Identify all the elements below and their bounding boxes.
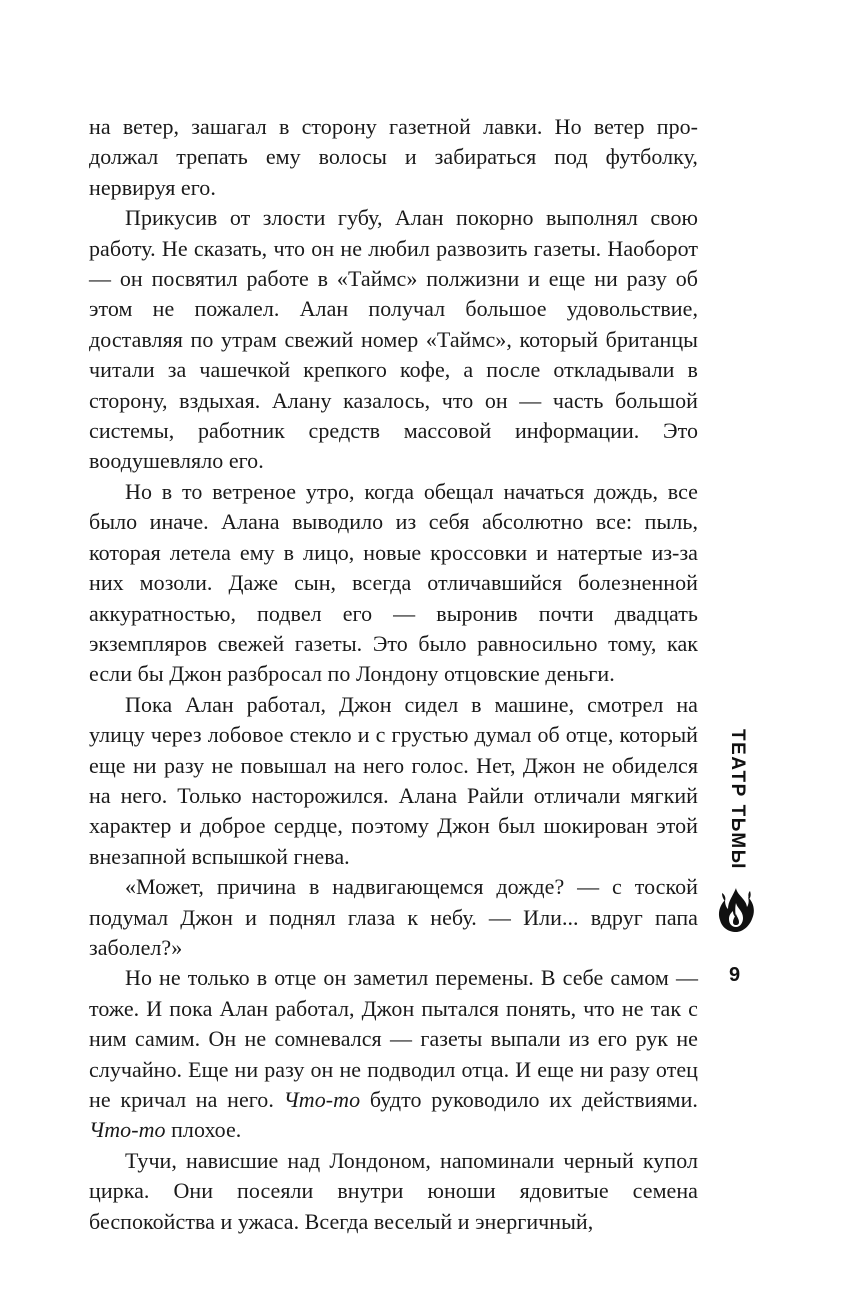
- italic-phrase-2: Что-то: [89, 1117, 166, 1143]
- flame-icon: [716, 887, 756, 933]
- paragraph-6-text-end: плохое.: [165, 1117, 242, 1143]
- paragraph-6-text-mid: будто руководило их действиями.: [360, 1087, 698, 1112]
- paragraph-7: Тучи, нависшие над Лондоном, напоминали черный купол цирка. Они посеяли внутри юноши ядовитые семена беспокойства и ужаса. Всегда веселый и энергичный,: [89, 1147, 698, 1234]
- italic-phrase-1: Что-то: [283, 1087, 361, 1112]
- paragraph-2: Прикусив от злости губу, Алан покорно выполнял свою работу. Не сказать, что он не любил развозить газеты. Наоборот — он посвятил работе в «Таймс» полжизни и еще ни разу об этом не пожалел. Алан получал большое удовольствие, доставляя по утрам свежий номер «Таймс», который британцы читали за чашечкой крепкого кофе, а после откладывали в сторону, вздыхая. Алану казалось, что он — часть большой системы, работник средств массовой информации. Это воодушевляло его.: [89, 205, 698, 474]
- paragraph-6-text: Но не только в отце он заметил перемены. В себе самом — тоже. И пока Алан работал, Джон пытался понять, что не так с ним самим. Он не сомневался — газеты выпали из его рук не случайно. Еще ни разу он не подводил отца. И еще ни разу отец не кричал на него.: [89, 965, 698, 1112]
- paragraph-6: [89, 963, 698, 1145]
- paragraph-3: Но в то ветреное утро, когда обещал начаться дождь, все было иначе. Алана выводило из себя абсолютно все: пыль, которая летела ему в лицо, новые кроссовки и натертые из-за них мозоли. Даже сын, всегда отличавшийся болезненной аккуратностью, подвел его — выронив почти двадцать экземпляров свежей газеты. Это было равносильно тому, как если бы Джон разбросал по Лондону отцовские деньги.: [89, 478, 698, 687]
- paragraph-5: «Может, причина в надвигающемся дожде? — с тоской подумал Джон и поднял глаза к небу. — Или... вдруг папа заболел?»: [89, 874, 698, 960]
- paragraph-4: Пока Алан работал, Джон сидел в машине, смотрел на улицу через лобовое стекло и с грустью думал об отце, который еще ни разу не повышал на него голос. Нет, Джон не обиделся на него. Только насторожился. Алана Райли отличали мягкий характер и доброе сердце, поэтому Джон был шокирован этой внезапной вспышкой гнева.: [89, 691, 698, 869]
- page-number: 9: [729, 964, 741, 986]
- paragraph-1: на ветер, зашагал в сторону газетной лавки. Но ветер продолжал трепать ему волосы и забираться под футболку, нервируя его.: [89, 114, 698, 200]
- running-head-title: ТЕАТР ТЬМЫ: [727, 729, 748, 870]
- body-text: [89, 112, 698, 1237]
- running-head: [716, 729, 756, 869]
